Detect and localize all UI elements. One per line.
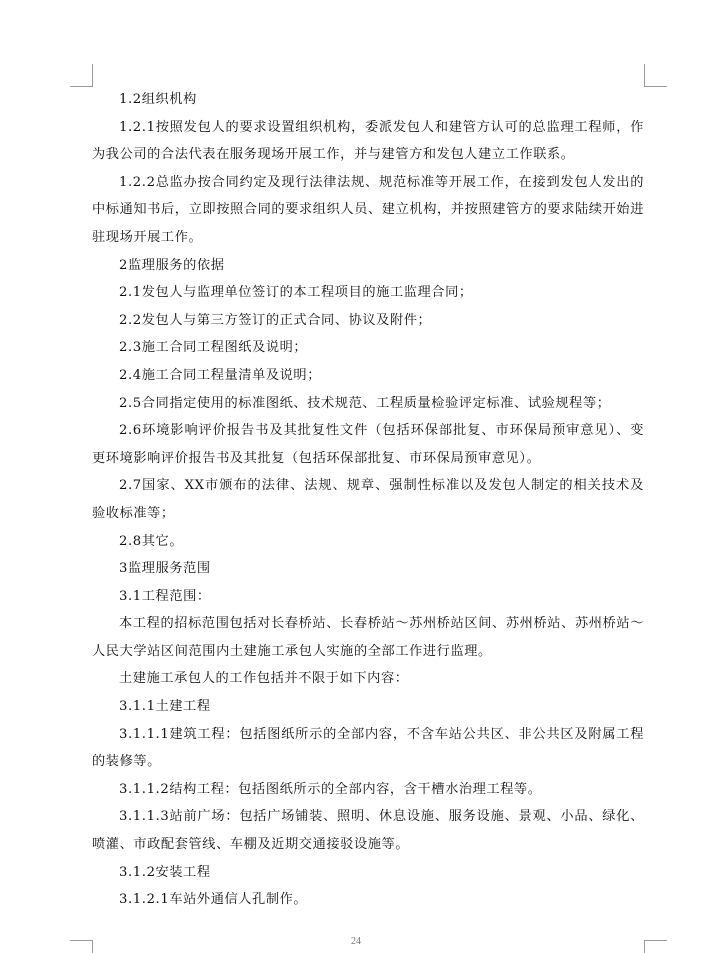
item-2-7: 2.7国家、XX市颁布的法律、法规、规章、强制性标准以及发包人制定的相关技术及验收标准等； xyxy=(92,478,644,521)
item-2-3: 2.3施工合同工程图纸及说明； xyxy=(119,340,308,356)
paragraph-contractor-work: 土建施工承包人的工作包括并不限于如下内容： xyxy=(119,671,409,687)
paragraph-scope: 本工程的招标范围包括对长春桥站、长春桥站～苏州桥站区间、苏州桥站、苏州桥站～人民大学站区间范围内土建施工承包人实施的全部工作进行监理。 xyxy=(92,616,644,659)
heading-3: 3监理服务范围 xyxy=(119,561,211,577)
item-2-2: 2.2发包人与第三方签订的正式合同、协议及附件； xyxy=(119,312,432,328)
item-3-1-1-2: 3.1.1.2结构工程：包括图纸所示的全部内容，含干槽水治理工程等。 xyxy=(119,781,542,797)
item-2-1: 2.1发包人与监理单位签订的本工程项目的施工监理合同； xyxy=(119,285,473,301)
heading-3-1-2: 3.1.2安装工程 xyxy=(119,864,211,880)
heading-1-2: 1.2组织机构 xyxy=(119,92,197,107)
page-number: 24 xyxy=(351,936,361,947)
item-3-1-2-1: 3.1.2.1车站外通信人孔制作。 xyxy=(119,892,308,908)
heading-3-1-1: 3.1.1土建工程 xyxy=(119,699,211,715)
item-2-5: 2.5合同指定使用的标准图纸、技术规范、工程质量检验评定标准、试验规程等； xyxy=(119,395,611,411)
corner-mark-top-right xyxy=(644,64,667,87)
document-body xyxy=(92,86,644,914)
corner-mark-top-left xyxy=(70,64,93,87)
heading-3-1: 3.1工程范围： xyxy=(119,588,211,604)
item-3-1-1-1: 3.1.1.1建筑工程：包括图纸所示的全部内容，不含车站公共区、非公共区及附属工程的装修等。 xyxy=(92,726,644,770)
item-2-6: 2.6环境影响评价报告书及其批复性文件（包括环保部批复、市环保局预审意见）、变更环境影响评价报告书及其批复（包括环保部批复、市环保局预审意见）。 xyxy=(92,423,644,466)
item-3-1-1-3: 3.1.1.3站前广场：包括广场铺装、照明、休息设施、服务设施、景观、小品、绿化、喷灌、市政配套管线、车棚及近期交通接驳设施等。 xyxy=(92,809,644,853)
paragraph-1-2-2: 1.2.2总监办按合同约定及现行法律法规、规范标准等开展工作，在接到发包人发出的中标通知书后，立即按照合同的要求组织人员、建立机构，并按照建管方的要求陆续开始进驻现场开展工作。 xyxy=(92,174,644,245)
heading-2: 2监理服务的依据 xyxy=(119,257,225,273)
item-2-4: 2.4施工合同工程量清单及说明； xyxy=(119,367,322,383)
item-2-8: 2.8其它。 xyxy=(119,533,184,549)
paragraph-1-2-1: 1.2.1按照发包人的要求设置组织机构，委派发包人和建管方认可的总监理工程师，作为我公司的合法代表在服务现场开展工作，并与建管方和发包人建立工作联系。 xyxy=(92,119,644,163)
